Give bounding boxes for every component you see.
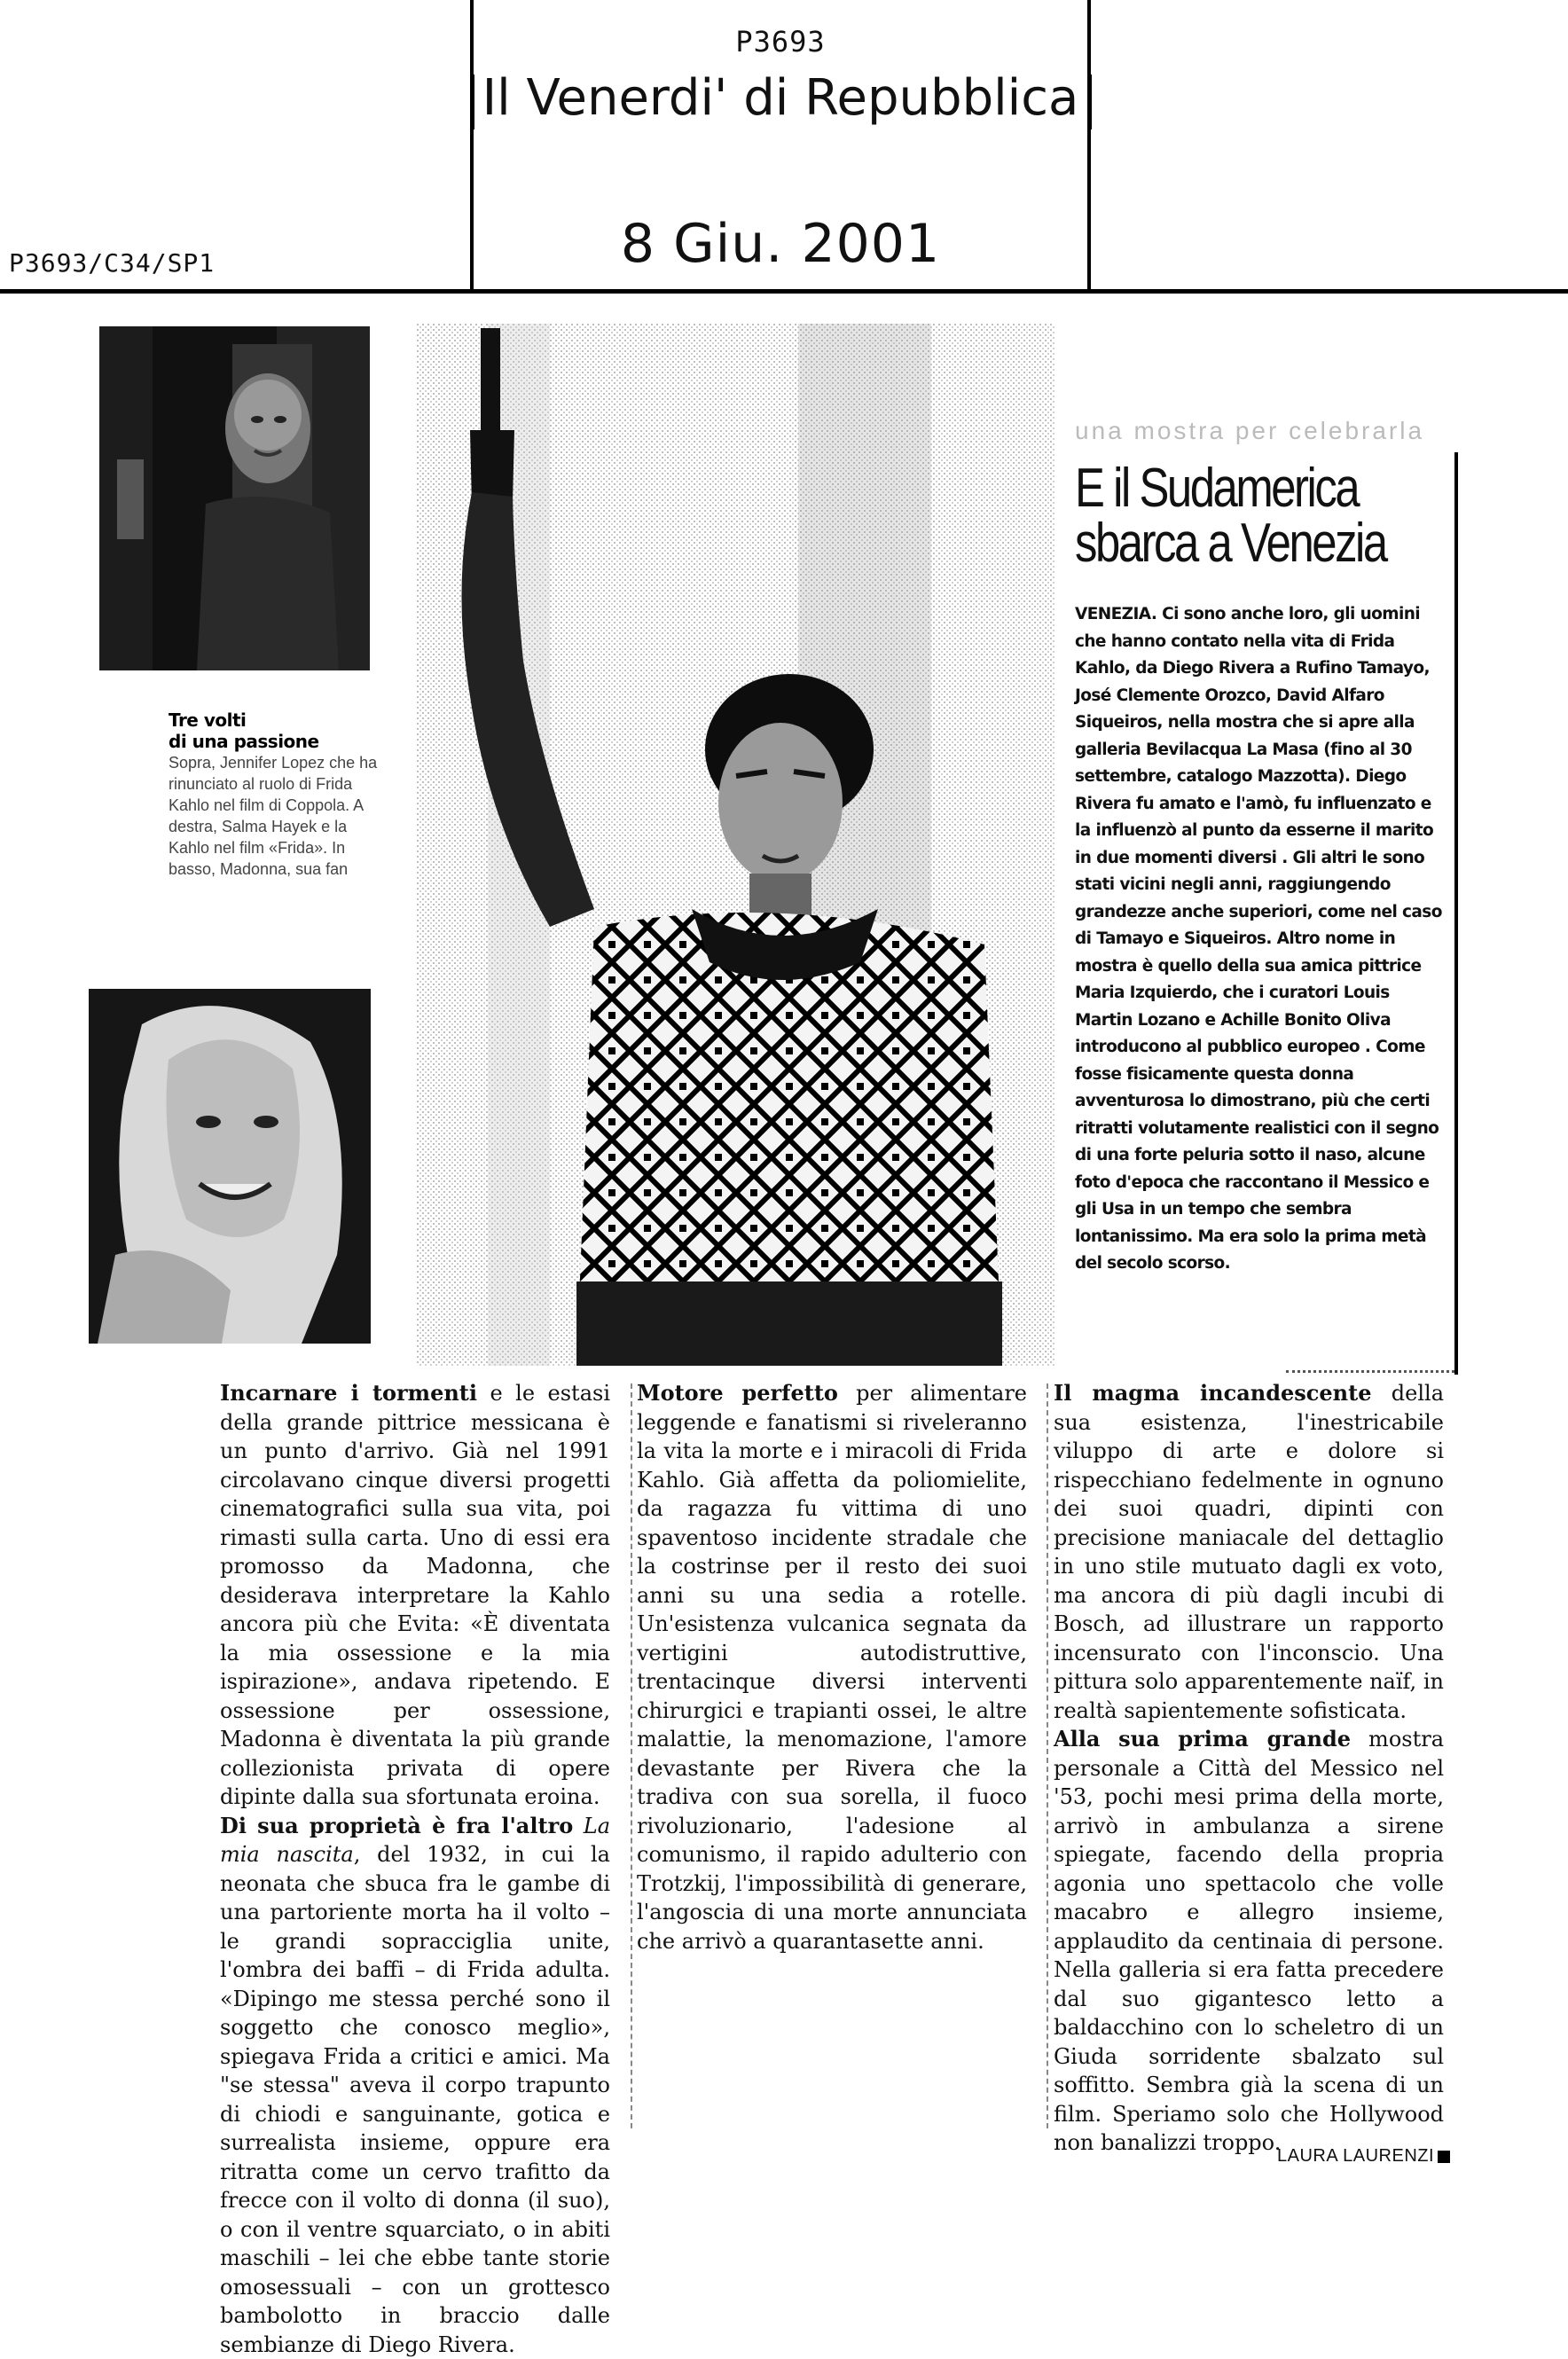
article-paragraph-5	[1054, 1725, 1444, 2158]
article-paragraph-4	[1054, 1379, 1444, 1725]
caption-body: Sopra, Jennifer Lopez che ha rinunciato al ruolo di Frida Kahlo nel film di Coppola. A destra, Salma Hayek e la Kahlo nel film «Frida». In basso, Madonna, sua fan	[169, 752, 390, 880]
sidebar-text: Ci sono anche loro, gli uomini che hanno contato nella vita di Frida Kahlo, da Diego Rivera a Rufino Tamayo, José Clemente Orozco, David Alfaro Siqueiros, nella mostra che si apre alla galleria Bevilacqua La Masa (fino al 30 settembre, catalogo Mazzotta). Diego Rivera fu amato e l'amò, fu influenzato e la influenzò al punto da esserne il marito in due momenti diversi . Gli altri le sono stati vicini negli anni, raggiungendo grandezze anche superiori, come nel caso di Tamayo e Siqueiros. Altro nome in mostra è quello della sua amica pittrice Maria Izquierdo, che i curatori Louis Martin Lozano e Achille Bonito Oliva introducono al pubblico europeo . Come fosse fisicamente questa donna avventurosa lo dimostrano, più che certi ritratti volutamente realistici con il segno di una forte peluria sotto il naso, alcune foto d'epoca che raccontano il Messico e gli Usa in un tempo che sembra lontanissimo. Ma era solo la prima metà del secolo scorso.	[1075, 605, 1442, 1273]
article-column-3	[1054, 1379, 1444, 2151]
paragraph-5-lead: Alla sua prima grande	[1054, 1726, 1351, 1752]
paragraph-5-text: mostra personale a Città del Messico nel '53, pochi mesi prima della morte, arrivò in ambulanza a sirene spiegate, facendo della propria agonia uno spettacolo che volle macabro e allegro insieme, applaudito da centinaia di persone. Nella galleria si era fatta precedere dal suo gigantesco letto a baldacchino con lo scheletro di un Giuda sorridente sbalzato sul soffitto. Sembra già la scena di un film. Speriamo solo che Hollywood non banalizzi troppo.	[1054, 1727, 1444, 2155]
paragraph-2-lead: Di sua proprietà è fra l'altro	[220, 1813, 573, 1838]
paragraph-4-lead: Il magma incandescente	[1054, 1380, 1371, 1406]
paragraph-3-text: per alimentare leggende e fanatismi si riveleranno la vita la morte e i miracoli di Frida Kahlo. Già affetta da poliomielite, da ragazza fu vittima di uno spaventoso incidente stradale che la costrinse per il resto dei suoi anni su una sedia a rotelle. Un'esistenza vulcanica segnata da vertigini autodistruttive, trentacinque diversi interventi chirurgici e trapianti ossei, le altre malattie, la menomazione, l'amore devastante per Rivera che la tradiva con sua sorella, il fuoco rivoluzionario, l'adesione al comunismo, il rapido adulterio con Trotzkij, l'impossibilità di generare, l'angoscia di una morte annunciata che arrivò a quarantasette anni.	[637, 1381, 1027, 1954]
archive-code-left: P3693/C34/SP1	[9, 248, 215, 278]
author-byline	[1277, 2146, 1450, 2167]
end-mark-icon	[1438, 2151, 1450, 2163]
sidebar-headline-line1: E il Sudamerica	[1075, 461, 1482, 516]
sidebar-box	[1064, 417, 1446, 1278]
article-column-1	[220, 1379, 610, 2151]
caption-title-line1: Tre volti	[169, 709, 390, 731]
sidebar-dateline: VENEZIA.	[1075, 605, 1156, 623]
archive-header	[0, 0, 1568, 293]
sidebar-rule	[1454, 452, 1458, 1375]
sidebar-kicker: una mostra per celebrarla	[1075, 417, 1446, 445]
paragraph-1-lead: Incarnare i tormenti	[220, 1380, 477, 1406]
paragraph-4-text: della sua esistenza, l'inestricabile viluppo di arte e dolore si rispecchiano fedelmente in ognuno dei suoi quadri, dipinti con precisione maniacale del dettaglio in uno stile mutuato dagli ex voto, ma ancora di più dagli incubi di Bosch, ad illustrare un rapporto incensurato con l'inconscio. Una pittura solo apparentemente naïf, in realtà sapientemente sofisticata.	[1054, 1381, 1444, 1723]
publication-date: 8 Giu. 2001	[470, 213, 1091, 275]
article-column-2	[637, 1379, 1027, 1955]
sidebar-headline-line2: sbarca a Venezia	[1075, 516, 1482, 571]
paragraph-1-text: e le estasi della grande pittrice messicana è un punto d'arrivo. Già nel 1991 circolavano cinque diversi progetti cinematografici sulla sua vita, poi rimasti sulla carta. Uno di essi era promosso da Madonna, che desiderava interpretare la Kahlo ancora più che Evita: «È diventata la mia ossessione e la mia ispirazione», andava ripetendo. E ossessione per ossessione, Madonna è diventata la più grande collezionista privata di opere dipinte dalla sua sfortunata eroina.	[220, 1381, 610, 1809]
caption-title-line2: di una passione	[169, 731, 390, 752]
sidebar-body	[1075, 601, 1447, 1278]
sidebar-headline	[1075, 461, 1482, 571]
paragraph-2-text: , del 1932, in cui la neonata che sbuca fra le gambe di una partoriente morta ha il volto – le grandi sopracciglia unite, l'ombra dei baffi – di Frida adulta. «Dipingo me stessa perché sono il soggetto che conosco meglio», spiegava Frida a critici e amici. Ma "se stessa" aveva il corpo trapunto di chiodi e sanguinante, gotica e surrealista insieme, oppure era ritratta come un cervo trafitto da frecce con il volto di donna (il suo), o con il ventre squarciato, o in abiti maschili – lei che ebbe tante storie omosessuali – con un grottesco bambolotto in braccio dalle sembianze di Diego Rivera.	[220, 1842, 610, 2357]
photo-caption	[169, 709, 390, 880]
article-paragraph-3	[637, 1379, 1027, 1955]
publication-name: Il Venerdi' di Repubblica	[470, 69, 1091, 127]
column-divider-2	[1047, 1383, 1048, 2128]
paragraph-3-lead: Motore perfetto	[637, 1380, 838, 1406]
paragraph-2-artwork-title: La mia nascita	[220, 1814, 610, 1868]
photo-jennifer-lopez	[99, 326, 370, 670]
archive-code-top: P3693	[470, 25, 1091, 59]
photo-salma-hayek	[417, 324, 1055, 1366]
header-bottom-rule	[0, 289, 1568, 294]
column-divider-1	[631, 1383, 632, 2128]
author-name: LAURA LAURENZI	[1277, 2146, 1434, 2166]
sidebar-dotted-rule	[1286, 1370, 1454, 1373]
article-paragraph-2	[220, 1812, 610, 2359]
article-paragraph-1	[220, 1379, 610, 1812]
photo-madonna	[89, 989, 371, 1344]
